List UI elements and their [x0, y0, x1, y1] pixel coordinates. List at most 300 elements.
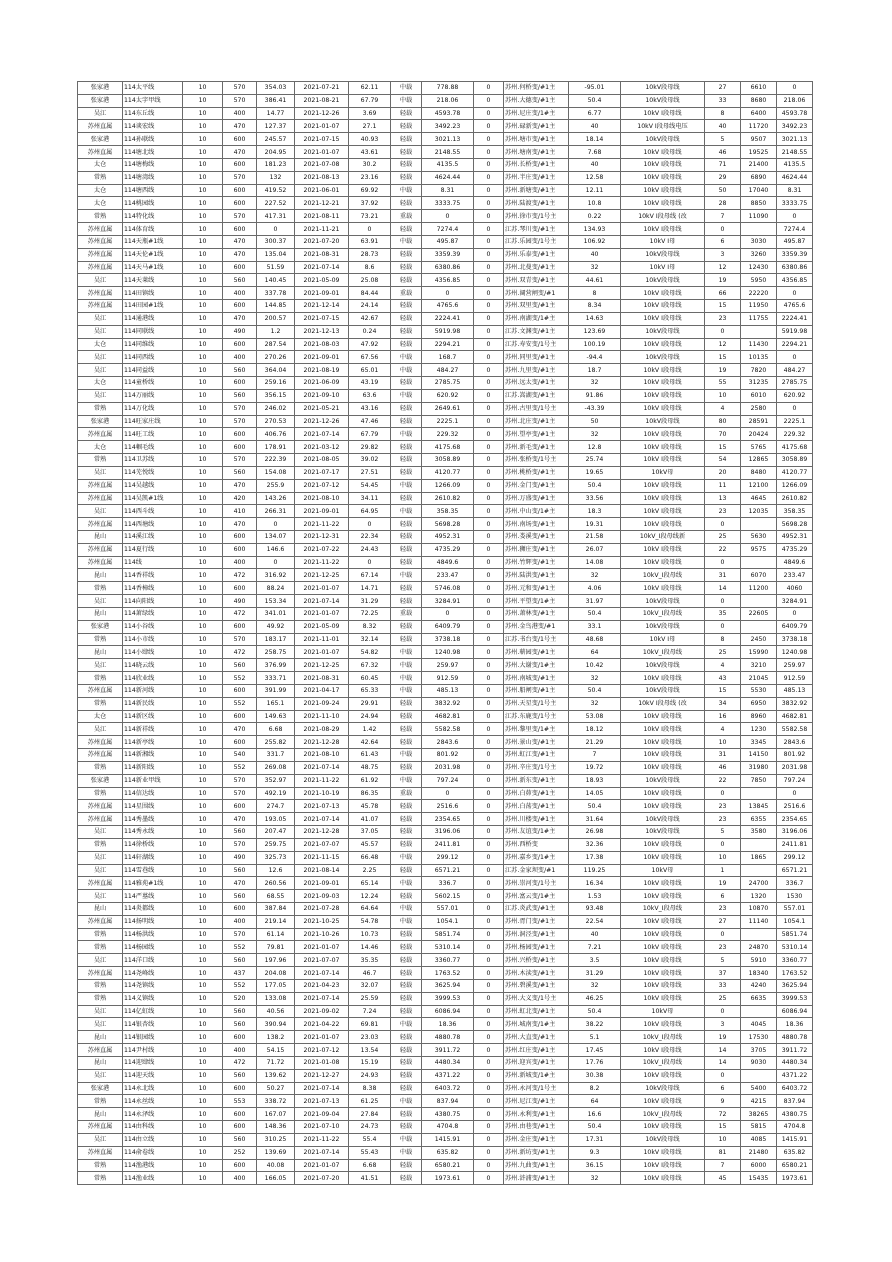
capacity-cell: 560 [223, 466, 257, 479]
over-limit-cell: 0 [474, 377, 504, 390]
count-cell: 9 [705, 1095, 741, 1108]
max-load-cell: 139.62 [257, 1069, 295, 1082]
load-rate-cell: 62.11 [349, 82, 391, 95]
date-cell: 2021-08-10 [295, 492, 349, 505]
substation-cell: 苏州.蕲园变/#1主 [504, 646, 569, 659]
region-cell: 吴江 [78, 1018, 123, 1031]
over-limit-cell: 0 [474, 133, 504, 146]
over-limit-cell: 0 [474, 184, 504, 197]
over-limit-cell: 0 [474, 197, 504, 210]
load-cell: 4371.22 [777, 1069, 813, 1082]
load-rate-cell: 32.07 [349, 979, 391, 992]
count-cell: 0 [705, 595, 741, 608]
load-rate-cell: 15.19 [349, 1056, 391, 1069]
capacity-cell: 540 [223, 749, 257, 762]
capacity2-cell: 12430 [741, 261, 777, 274]
line-name-cell: 114秀墨线 [123, 813, 183, 826]
capacity2-cell: 10870 [741, 903, 777, 916]
capacity2-cell: 13845 [741, 800, 777, 813]
capacity2-cell: 15990 [741, 646, 777, 659]
deviation-cell: 93.48 [569, 903, 621, 916]
substation-cell: 苏州.元和变/#1主 [504, 582, 569, 595]
date-cell: 2021-07-15 [295, 312, 349, 325]
date-cell: 2021-07-17 [295, 466, 349, 479]
deviation-cell: 50.4 [569, 607, 621, 620]
table-row [78, 1133, 813, 1146]
over-limit-cell: 0 [474, 120, 504, 133]
deviation-cell: 48.68 [569, 633, 621, 646]
line-name-cell: 114溪江线 [123, 530, 183, 543]
bus-cell: 10kV I段母线 [621, 800, 705, 813]
over-limit-cell: 0 [474, 1018, 504, 1031]
region-cell: 常熟 [78, 582, 123, 595]
substation-cell: 苏州.远太变/#1主 [504, 377, 569, 390]
region-cell: 常熟 [78, 941, 123, 954]
region-cell: 吴江 [78, 274, 123, 287]
status-cell: 轻载 [391, 1172, 422, 1185]
capacity-cell: 470 [223, 723, 257, 736]
table-row [78, 454, 813, 467]
max-load-cell: 207.47 [257, 826, 295, 839]
region-cell: 张家港 [78, 82, 123, 95]
bus-cell: 10kV I段母线 [621, 1121, 705, 1134]
table-row [78, 146, 813, 159]
region-cell: 太仓 [78, 441, 123, 454]
status-cell: 中载 [391, 569, 422, 582]
line-name-cell: 114晓云线 [123, 659, 183, 672]
deviation-cell: 119.25 [569, 864, 621, 877]
line-name-cell: 114塘北线 [123, 146, 183, 159]
table-row [78, 826, 813, 839]
count-cell: 0 [705, 620, 741, 633]
capacity-cell: 470 [223, 312, 257, 325]
status-cell: 轻载 [391, 992, 422, 1005]
load-rate-cell: 23.16 [349, 171, 391, 184]
table-row [78, 954, 813, 967]
table-row [78, 402, 813, 415]
capacity2-cell: 4085 [741, 1133, 777, 1146]
over-limit-cell: 0 [474, 261, 504, 274]
load-rate-cell: 12.24 [349, 890, 391, 903]
region-cell: 常熟 [78, 672, 123, 685]
voltage-cell: 10 [183, 235, 223, 248]
load-cell: 5310.14 [777, 941, 813, 954]
bus-cell: 10kV_I段母线 [621, 569, 705, 582]
region-cell: 吴江 [78, 351, 123, 364]
status-cell: 轻载 [391, 633, 422, 646]
substation-cell: 苏州.南场变/#1主 [504, 518, 569, 531]
limit-cell: 4735.29 [422, 543, 474, 556]
capacity-cell: 570 [223, 415, 257, 428]
max-load-cell: 193.05 [257, 813, 295, 826]
load-rate-cell: 35.35 [349, 954, 391, 967]
status-cell: 轻载 [391, 941, 422, 954]
over-limit-cell: 0 [474, 838, 504, 851]
table-row [78, 1018, 813, 1031]
load-cell: 0 [777, 287, 813, 300]
bus-cell: 10kV段母线 [621, 595, 705, 608]
table-row [78, 1044, 813, 1057]
substation-cell: 苏州.娄溪变/#1主 [504, 530, 569, 543]
voltage-cell: 10 [183, 377, 223, 390]
load-rate-cell: 42.67 [349, 312, 391, 325]
table-row [78, 749, 813, 762]
capacity-cell: 490 [223, 325, 257, 338]
deviation-cell: 0.22 [569, 210, 621, 223]
max-load-cell: 40.56 [257, 1005, 295, 1018]
date-cell: 2021-08-11 [295, 210, 349, 223]
table-row [78, 466, 813, 479]
substation-cell: 江苏.嵩湖变/#1主 [504, 389, 569, 402]
date-cell: 2021-07-13 [295, 800, 349, 813]
line-name-cell: 114特化线 [123, 210, 183, 223]
status-cell: 中载 [391, 1146, 422, 1159]
load-rate-cell: 48.75 [349, 761, 391, 774]
table-row [78, 389, 813, 402]
load-rate-cell: 7.24 [349, 1005, 391, 1018]
status-cell: 中载 [391, 851, 422, 864]
capacity2-cell: 6950 [741, 697, 777, 710]
capacity-cell: 470 [223, 120, 257, 133]
substation-cell: 苏州.中山变/1#主 [504, 505, 569, 518]
capacity2-cell: 3210 [741, 659, 777, 672]
limit-cell: 2224.41 [422, 312, 474, 325]
substation-cell: 苏州.阔营闸变/#1 [504, 287, 569, 300]
capacity2-cell: 4240 [741, 979, 777, 992]
load-cell: 2610.82 [777, 492, 813, 505]
date-cell: 2021-10-19 [295, 787, 349, 800]
table-row [78, 287, 813, 300]
capacity2-cell [741, 1005, 777, 1018]
capacity2-cell: 4215 [741, 1095, 777, 1108]
count-cell: 23 [705, 312, 741, 325]
capacity-cell: 560 [223, 954, 257, 967]
load-rate-cell: 37.92 [349, 197, 391, 210]
capacity-cell: 552 [223, 697, 257, 710]
count-cell: 25 [705, 992, 741, 1005]
date-cell: 2021-12-25 [295, 569, 349, 582]
deviation-cell: 19.72 [569, 761, 621, 774]
over-limit-cell: 0 [474, 851, 504, 864]
substation-cell: 苏州.金鸟港变/#1 [504, 620, 569, 633]
over-limit-cell: 0 [474, 1044, 504, 1057]
line-name-cell: 114卫苏线 [123, 454, 183, 467]
load-rate-cell: 61.43 [349, 749, 391, 762]
deviation-cell: 8.2 [569, 1082, 621, 1095]
limit-cell: 4593.78 [422, 107, 474, 120]
limit-cell: 0 [422, 210, 474, 223]
max-load-cell: 0 [257, 223, 295, 236]
count-cell: 14 [705, 1044, 741, 1057]
load-cell: 5698.28 [777, 518, 813, 531]
limit-cell: 3832.92 [422, 697, 474, 710]
substation-cell: 苏州.杨园变/#1主 [504, 941, 569, 954]
date-cell: 2021-01-07 [295, 646, 349, 659]
deviation-cell: 50.4 [569, 800, 621, 813]
line-name-cell: 114天伦#1线 [123, 248, 183, 261]
status-cell: 轻载 [391, 928, 422, 941]
deviation-cell: 7.21 [569, 941, 621, 954]
load-cell: 4060 [777, 582, 813, 595]
deviation-cell: 17.38 [569, 851, 621, 864]
table-row [78, 890, 813, 903]
status-cell: 轻载 [391, 556, 422, 569]
capacity-cell: 600 [223, 736, 257, 749]
count-cell: 27 [705, 82, 741, 95]
load-cell: 495.87 [777, 235, 813, 248]
region-cell: 张家港 [78, 774, 123, 787]
voltage-cell: 10 [183, 1018, 223, 1031]
limit-cell: 6086.94 [422, 1005, 474, 1018]
status-cell: 轻载 [391, 146, 422, 159]
count-cell: 4 [705, 723, 741, 736]
limit-cell: 485.13 [422, 684, 474, 697]
count-cell: 15 [705, 300, 741, 313]
capacity-cell: 570 [223, 94, 257, 107]
max-load-cell: 325.73 [257, 851, 295, 864]
count-cell: 45 [705, 1172, 741, 1185]
max-load-cell: 178.91 [257, 441, 295, 454]
count-cell: 0 [705, 325, 741, 338]
load-cell: 2516.6 [777, 800, 813, 813]
capacity-cell: 570 [223, 774, 257, 787]
limit-cell: 4624.44 [422, 171, 474, 184]
count-cell: 66 [705, 287, 741, 300]
load-cell: 3360.77 [777, 954, 813, 967]
line-name-cell: 114由立线 [123, 1133, 183, 1146]
max-load-cell: 300.37 [257, 235, 295, 248]
date-cell: 2021-12-25 [295, 659, 349, 672]
over-limit-cell: 0 [474, 954, 504, 967]
load-cell: 1266.09 [777, 479, 813, 492]
over-limit-cell: 0 [474, 274, 504, 287]
region-cell: 吴江 [78, 826, 123, 839]
capacity2-cell: 6070 [741, 569, 777, 582]
over-limit-cell: 0 [474, 351, 504, 364]
capacity-cell: 600 [223, 223, 257, 236]
region-cell: 苏州直属 [78, 518, 123, 531]
voltage-cell: 10 [183, 595, 223, 608]
region-cell: 苏州直属 [78, 479, 123, 492]
substation-cell: 苏州.狮庄变/#1主 [504, 543, 569, 556]
over-limit-cell: 0 [474, 146, 504, 159]
max-load-cell: 316.92 [257, 569, 295, 582]
limit-cell: 5851.74 [422, 928, 474, 941]
load-cell: 3832.92 [777, 697, 813, 710]
over-limit-cell: 0 [474, 646, 504, 659]
capacity2-cell: 11720 [741, 120, 777, 133]
capacity2-cell [741, 595, 777, 608]
date-cell: 2021-01-07 [295, 1031, 349, 1044]
voltage-cell: 10 [183, 582, 223, 595]
status-cell: 轻载 [391, 813, 422, 826]
table-row [78, 518, 813, 531]
deviation-cell: 7.68 [569, 146, 621, 159]
region-cell: 昆山 [78, 646, 123, 659]
count-cell: 29 [705, 171, 741, 184]
substation-cell: 苏州.平望变/1#主 [504, 595, 569, 608]
limit-cell: 4356.85 [422, 274, 474, 287]
line-name-cell: 114尹村线 [123, 1044, 183, 1057]
substation-cell: 苏州.虹北变/#1主 [504, 1005, 569, 1018]
bus-cell: 10kV母 [621, 1005, 705, 1018]
capacity-cell: 470 [223, 877, 257, 890]
over-limit-cell: 0 [474, 595, 504, 608]
status-cell: 轻载 [391, 402, 422, 415]
load-rate-cell: 32.14 [349, 633, 391, 646]
region-cell: 苏州直属 [78, 967, 123, 980]
limit-cell: 7274.4 [422, 223, 474, 236]
load-cell: 3911.72 [777, 1044, 813, 1057]
limit-cell: 1240.98 [422, 646, 474, 659]
over-limit-cell: 0 [474, 518, 504, 531]
table-row [78, 569, 813, 582]
substation-cell: 苏州.北庄变/#1主 [504, 415, 569, 428]
limit-cell: 2411.81 [422, 838, 474, 851]
capacity-cell: 570 [223, 787, 257, 800]
capacity-cell: 560 [223, 274, 257, 287]
substation-cell: 江苏.书台变/1号主 [504, 633, 569, 646]
count-cell: 13 [705, 492, 741, 505]
bus-cell: 10kV I段母线 [621, 171, 705, 184]
deviation-cell: 26.07 [569, 543, 621, 556]
status-cell: 轻载 [391, 261, 422, 274]
voltage-cell: 10 [183, 697, 223, 710]
over-limit-cell: 0 [474, 364, 504, 377]
voltage-cell: 10 [183, 1108, 223, 1121]
bus-cell: 10kV I段母线 [621, 1044, 705, 1057]
status-cell: 轻载 [391, 582, 422, 595]
bus-cell: 10kV I段母线 [621, 441, 705, 454]
load-rate-cell: 10.73 [349, 928, 391, 941]
over-limit-cell: 0 [474, 223, 504, 236]
substation-cell: 苏州.北曼变/#1主 [504, 261, 569, 274]
load-rate-cell: 29.82 [349, 441, 391, 454]
over-limit-cell: 0 [474, 492, 504, 505]
table-row [78, 223, 813, 236]
capacity-cell: 600 [223, 184, 257, 197]
deviation-cell: 44.61 [569, 274, 621, 287]
voltage-cell: 10 [183, 723, 223, 736]
bus-cell: 10kV I段母线 [621, 851, 705, 864]
max-load-cell: 259.75 [257, 838, 295, 851]
substation-cell: 苏州.新塘变/#1主 [504, 184, 569, 197]
limit-cell: 2294.21 [422, 338, 474, 351]
voltage-cell: 10 [183, 928, 223, 941]
count-cell: 33 [705, 979, 741, 992]
date-cell: 2021-04-17 [295, 684, 349, 697]
count-cell: 19 [705, 877, 741, 890]
over-limit-cell: 0 [474, 800, 504, 813]
date-cell: 2021-04-22 [295, 1018, 349, 1031]
load-rate-cell: 73.21 [349, 210, 391, 223]
line-name-cell: 114永泽线 [123, 1108, 183, 1121]
load-rate-cell: 2.25 [349, 864, 391, 877]
count-cell: 0 [705, 838, 741, 851]
substation-cell: 江苏.东鹿变/1号主 [504, 710, 569, 723]
table-row [78, 235, 813, 248]
count-cell: 20 [705, 466, 741, 479]
substation-cell: 苏州.大德变/#1主 [504, 94, 569, 107]
over-limit-cell: 0 [474, 569, 504, 582]
voltage-cell: 10 [183, 158, 223, 171]
line-name-cell: 114严墓线 [123, 890, 183, 903]
capacity-cell: 252 [223, 1146, 257, 1159]
capacity2-cell: 8960 [741, 710, 777, 723]
region-cell: 昆山 [78, 607, 123, 620]
max-load-cell: 6.68 [257, 723, 295, 736]
capacity-cell: 600 [223, 1121, 257, 1134]
substation-cell: 苏州.徐市变/1号主 [504, 210, 569, 223]
load-cell: 6571.21 [777, 864, 813, 877]
table-row [78, 941, 813, 954]
load-cell: 2225.1 [777, 415, 813, 428]
capacity-cell: 490 [223, 595, 257, 608]
count-cell: 12 [705, 261, 741, 274]
load-cell: 4682.81 [777, 710, 813, 723]
count-cell: 71 [705, 158, 741, 171]
limit-cell: 168.7 [422, 351, 474, 364]
over-limit-cell: 0 [474, 325, 504, 338]
substation-cell: 江苏.金家坝变/#1 [504, 864, 569, 877]
load-cell: 3284.91 [777, 595, 813, 608]
date-cell: 2021-09-02 [295, 1005, 349, 1018]
date-cell: 2021-07-28 [295, 903, 349, 916]
count-cell: 33 [705, 94, 741, 107]
count-cell: 10 [705, 1133, 741, 1146]
region-cell: 吴江 [78, 659, 123, 672]
count-cell: 80 [705, 415, 741, 428]
date-cell: 2021-09-24 [295, 697, 349, 710]
line-name-cell: 114童桥线 [123, 377, 183, 390]
line-name-cell: 114信达线 [123, 787, 183, 800]
deviation-cell: -95.01 [569, 82, 621, 95]
limit-cell: 3359.39 [422, 248, 474, 261]
over-limit-cell: 0 [474, 787, 504, 800]
status-cell: 轻载 [391, 1108, 422, 1121]
substation-cell: 苏州.胥门变/#1主 [504, 915, 569, 928]
load-cell: 2411.81 [777, 838, 813, 851]
deviation-cell: 6.77 [569, 107, 621, 120]
table-row [78, 1082, 813, 1095]
deviation-cell: 40 [569, 120, 621, 133]
load-cell: 0 [777, 82, 813, 95]
count-cell: 23 [705, 505, 741, 518]
line-name-cell: 114新亭线 [123, 736, 183, 749]
capacity2-cell [741, 325, 777, 338]
load-cell: 2354.65 [777, 813, 813, 826]
bus-cell: 10kV_I段母线 [621, 607, 705, 620]
load-rate-cell: 27.1 [349, 120, 391, 133]
status-cell: 轻载 [391, 826, 422, 839]
date-cell: 2021-01-07 [295, 146, 349, 159]
deviation-cell: 8.34 [569, 300, 621, 313]
date-cell: 2021-11-01 [295, 633, 349, 646]
limit-cell: 4682.81 [422, 710, 474, 723]
bus-cell: 10kV母 [621, 466, 705, 479]
voltage-cell: 10 [183, 787, 223, 800]
line-name-cell: 114太平线 [123, 82, 183, 95]
load-rate-cell: 84.44 [349, 287, 391, 300]
load-rate-cell: 72.25 [349, 607, 391, 620]
load-rate-cell: 24.14 [349, 300, 391, 313]
status-cell: 中载 [391, 749, 422, 762]
region-cell: 苏州直属 [78, 556, 123, 569]
max-load-cell: 40.08 [257, 1159, 295, 1172]
region-cell: 昆山 [78, 1056, 123, 1069]
over-limit-cell: 0 [474, 607, 504, 620]
count-cell: 7 [705, 210, 741, 223]
